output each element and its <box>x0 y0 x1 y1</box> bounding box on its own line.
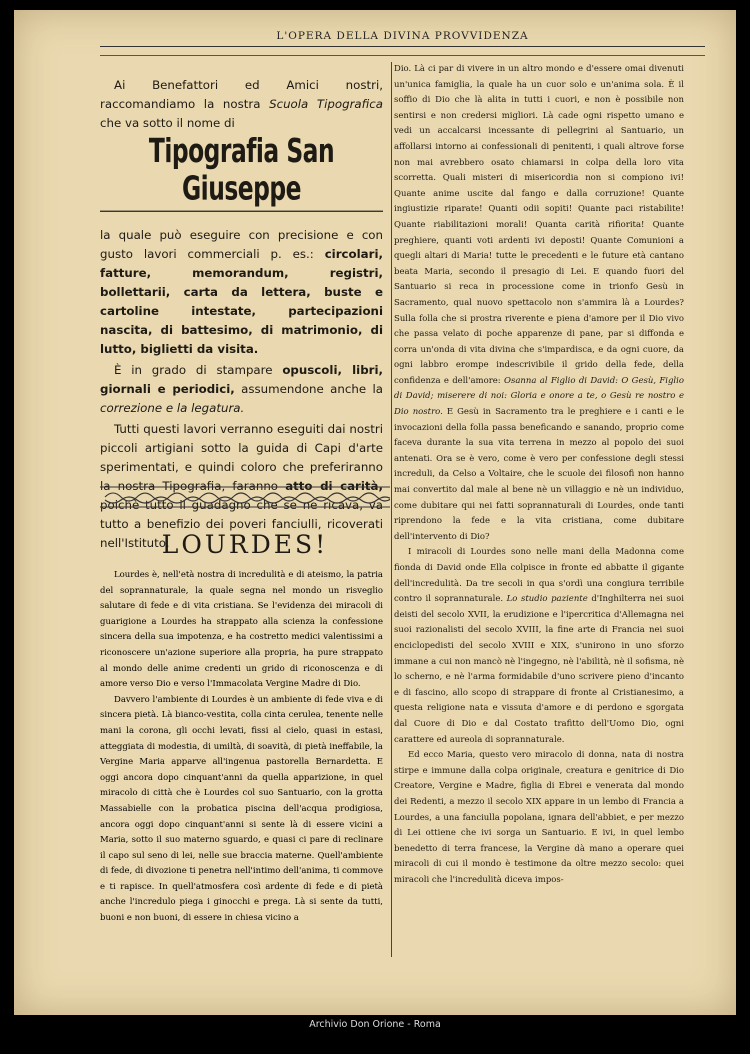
advert-services: la quale può eseguire con precisione e con gusto lavori commerciali p. es.: circolari, fatture, memorandum, registri, bollettarii, carta da lettera, buste e cartoline intestate, partecipazioni nascita, di battesimo, di matrimonio, di lutto, biglietti da visita. <box>100 228 383 356</box>
column-divider <box>391 62 392 957</box>
archive-credit: Archivio Don Orione - Roma <box>309 1019 441 1030</box>
article-paragraph: Dio. Là ci par di vivere in un altro mondo e d'essere omai divenuti un'unica famiglia, la quale ha un cuor solo e un'anima sola. È il soffio di Dio che là alita in tutti i cuori, e non è possibile non sentirsi e non credersi migliori. Là cade ogni rispetto umano e vedi un accalcarsi incessante di pellegrini al Santuario, un affollarsi intorno ai confessionali di penitenti, i quali altrove forse non mai avrebbero osato chiamarsi in colpa della loro vita scorretta. Quali misteri di misericordia non si compiono ivi! Quante anime uscite dal fango e dalla corruzione! Quante ingiustizie riparate! Quanti odii sopiti! Quante paci ristabilite! Quante riabilitazioni morali! Quanta carità rifiorita! Quante preghiere, quanti voti ardenti ivi deposti! Quante Comunioni a quegli altari di Maria! tutte le precedenti e le future età cantano beata Maria, secondo il presagio di Lei. E quando fuori del Santuario si reca in processione come in trionfo Gesù in Sacramento, qual nuovo spettacolo non s'ammira là a Lourdes? Sulla folla che si prostra riverente e piena d'amore per il Dio vivo che passa velato di poche apparenze di pane, par si diffonda e corra un'onda di vita divina che s'impardisca, e da ogni cuore, da ogni labbro erompe indescrivibile il grido della fede, della confidenza e dell'amore: Osanna al Figlio di David: O Gesù, Figlio di David; miserere di noi: Gloria e onore a te, o Gesù re nostro e Dio nostro. E Gesù in Sacramento tra le preghiere e i canti e le invocazioni della folla passa beneficando e sanando, proprio come faceva durante la sua vita terrena in mezzo al popolo dei suoi antenati. Ora se è vero, come è vero per confessione degli stessi increduli, da Celso a Voltaire, che le scuole dei filosofi non hanno mai convertito dal male al bene nè un villaggio e nè un individuo, come dubitare qui nei fatti soprannaturali di Lourdes, onde tanti riprendono la fede e la vita cristiana, come dubitare dell'intervento di Dio? <box>394 64 684 542</box>
ornament-divider <box>100 485 390 509</box>
article-right-column <box>394 62 684 888</box>
tipografia-title: Tipografia San Giuseppe <box>100 141 383 204</box>
tipografia-advert <box>100 76 383 555</box>
article-paragraph: Davvero l'ambiente di Lourdes è un ambiente di fede viva e di sincera pietà. Là bianco-vestita, colla cinta cerulea, tenente nelle mani la corona, gli occhi levati, fissi al cielo, quasi in estasi, atteggiata di modestia, di umiltà, di soavità, di pietà ineffabile, la Vergine Maria apparve all'ingenua pastorella Bernardetta. E oggi ancora dopo cinquant'anni da quella apparizione, in quel miracolo di città che è Lourdes col suo Santuario, con la grotta Massabielle con la probatica piscina dell'acqua prodigiosa, ancora oggi dopo cinquant'anni si sente là di essere vicini a Maria, sotto il suo materno sguardo, e quasi ci pare di reclinare il capo sul seno di lei, nelle sue braccia materne. Quell'ambiente di fede, di divozione ti penetra nell'intimo dell'anima, ti commove e ti rapisce. In quell'atmosfera così ardente di fede e di pietà anche l'incredulo piega i ginocchi e prega. Là si sente da tutti, buoni e non buoni, di essere in chiesa vicino a <box>100 694 383 924</box>
header-rule <box>100 55 705 56</box>
article-paragraph: Lourdes è, nell'età nostra di incredulità e di ateismo, la patria del soprannaturale, la quale segna nel mondo un risveglio salutare di fede e di vita cristiana. Se l'evidenza dei miracoli di guarigione a Lourdes ha strappato alla scienza la confessione sincera della sua impotenza, e ha costretto medici valentissimi a riconoscere un'azione superiore alla propria, ha pure strappato al mondo delle anime credenti un grido di riconoscenza e di amore verso Dio e verso l'Immacolata Vergine Madre di Dio. <box>100 570 383 690</box>
running-header: L'OPERA DELLA DIVINA PROVVIDENZA <box>100 30 705 47</box>
article-title: LOURDES! <box>161 530 329 559</box>
article-paragraph: Ed ecco Maria, questo vero miracolo di donna, nata di nostra stirpe e immune dalla colpa originale, creatura e genitrice di Dio Creatore, Vergine e Madre, figlia di Ebrei e venerata dal mondo dei Redenti, a mezzo il secolo XIX appare in un lembo di Francia a Lourdes, a una fanciulla popolana, ignara dell'abbiet, e per mezzo di Lei ottiene che ivi sorga un Santuario. E ivi, in quel lembo benedetto di terra francese, la Vergine dà mano a operare quei miracoli di cui il mondo è testimone da oltre mezzo secolo: quei miracoli che l'incredulità diceva impos- <box>394 750 684 885</box>
advert-print: È in grado di stampare opuscoli, libri, giornali e periodici, assumendone anche la correzione e la legatura. <box>100 363 383 415</box>
article-paragraph: I miracoli di Lourdes sono nelle mani della Madonna come fionda di David onde Ella colpisce in fronte ed abbatte il gigante dell'incredulità. Da tre secoli in qua s'ordì una congiura terribile contro il soprannaturale. Lo studio paziente d'Inghilterra nei suoi deisti del secolo XVII, la erudizione e l'ipercritica d'Allemagna nei suoi razionalisti del secolo XVIII, la fine arte di Francia nei suoi enciclopedisti del secolo XVIII e XIX, s'unirono in uno sforzo immane a cui non mancò nè l'ingegno, nè l'abilità, nè il sofisma, nè lo scherno, e nè l'arma formidabile d'uno scrivere pieno d'incanto e di fascino, allo scopo di strappare di fronte al Cristianesimo, a questa religione nata e vissuta d'amore e di perdono e sgorgata dal Cuore di Dio e dal Costato trafitto dell'Uomo Dio, ogni carattere ed aureola di soprannaturale. <box>394 547 684 745</box>
advert-intro: Ai Benefattori ed Amici nostri, raccomandiamo la nostra Scuola Tipografica che va sotto il nome di <box>100 78 383 130</box>
advert-charity: Tutti questi lavori verranno eseguiti dai nostri piccoli artigiani sotto la guida di Capi d'arte sperimentati, e quindi coloro che preferiranno la nostra Tipografia, faranno atto di carità, poichè tutto il guadagno che se ne ricava, va tutto a benefizio dei poveri fanciulli, ricoverati nell'Istituto. <box>100 422 383 550</box>
article-left-column <box>100 568 383 927</box>
